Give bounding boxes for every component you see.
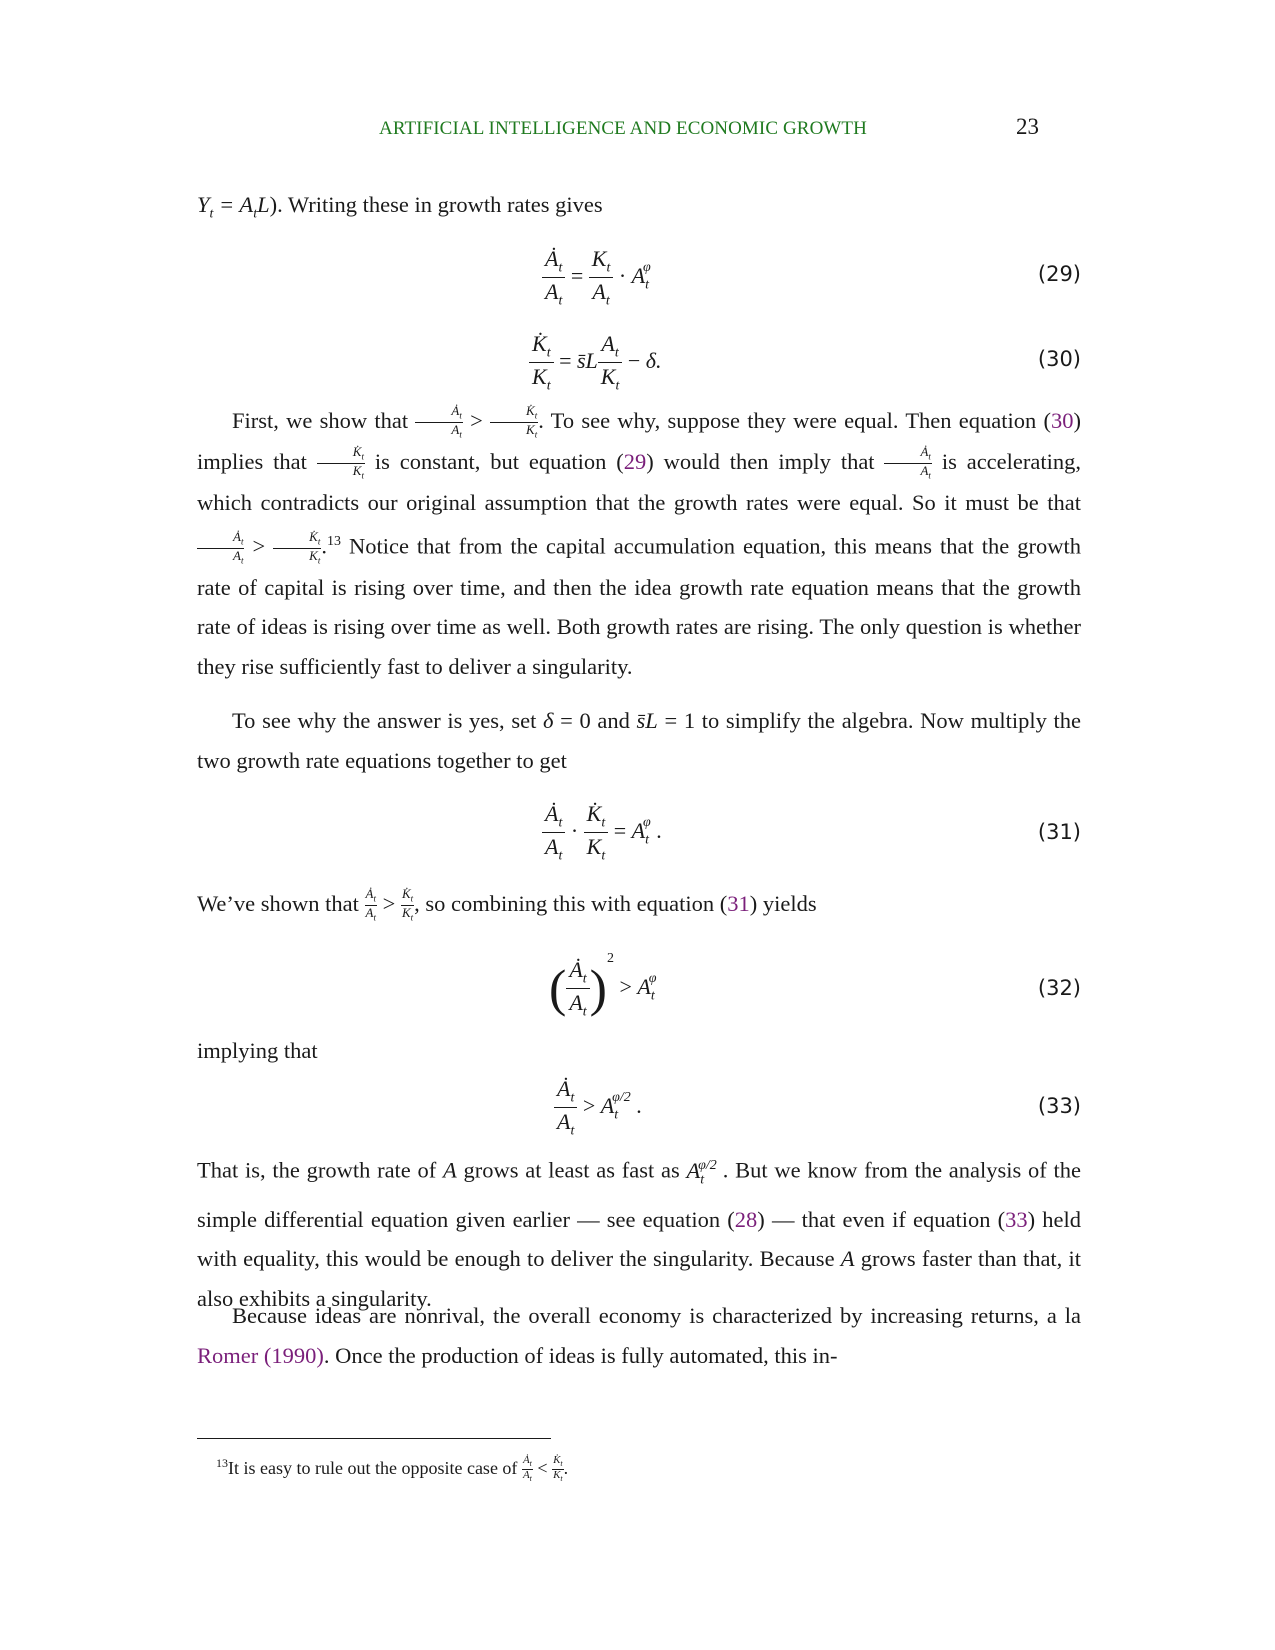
footnote-link[interactable]: 13 [326, 534, 341, 550]
equation-33: $\frac{Ȧ_t}{A_t}$ > $A_t^{\varphi/2}$ . (33) [197, 1072, 1081, 1152]
equation-30: $\frac{K̇_t}{K_t}$ = s̄L $\frac{A_t}{K_t}$ − δ. (30) [197, 327, 1081, 407]
paragraph-fourth: implying that [197, 1038, 318, 1063]
paragraph-first: First, we show that $\frac{Ȧ_t}{A_t}$ > $\frac{K̇_t}{K_t}$ . To see why, suppose they were equal. Then equation (30) implies that $\frac{K̇_t}{K_t}$ is constant, but equation (29) would then imply that $\frac{Ȧ_t}{A_t}$ is accelerating, which contradicts our original assumption that the growth rates were equal. So it must be that $\frac{Ȧ_t}{A_t}$ > $\frac{K̇_t}{K_t}$ .$^{13}$ Notice that from the capital accumulation equation, this means that the growth rate of capital is rising over time, and then the idea growth rate equation means that the growth rate of ideas is rising over time as well. Both growth rates are rising. The only question is whether they rise sufficiently fast to deliver a singularity. [197, 402, 1082, 679]
equation-number: (29) [1037, 262, 1081, 286]
citation-link[interactable]: Romer (1990) [197, 1342, 324, 1368]
equation-number: (32) [1037, 976, 1081, 1000]
equation-number: (33) [1037, 1094, 1081, 1118]
equation-link[interactable]: 31 [727, 891, 750, 916]
page-number: 23 [1016, 114, 1039, 139]
paragraph-intro: $Y_t = A_tL$). Writing these in growth rates gives [197, 192, 603, 222]
equation-link[interactable]: 33 [1005, 1206, 1028, 1232]
running-title: ARTIFICIAL INTELLIGENCE AND ECONOMIC GROWTH [379, 118, 867, 139]
equation-31: $\frac{Ȧ_t}{A_t}$ · $\frac{K̇_t}{K_t}$ = $A_t^\varphi$ . (31) [197, 797, 1081, 877]
equation-link[interactable]: 30 [1051, 408, 1074, 433]
footnote-rule [197, 1438, 551, 1439]
equation-number: (30) [1037, 347, 1081, 371]
equation-29: $\frac{Ȧ_t}{A_t}$ = $\frac{K_t}{A_t}$ · $A_t^\varphi$ (29) [197, 242, 1081, 322]
paragraph-third: We’ve shown that $\frac{Ȧ_t}{A_t}$ > $\frac{K̇_t}{K_t}$ , so combining this with equation (31) yields [197, 885, 817, 923]
paragraph-second: To see why the answer is yes, set δ = 0 and s̄L = 1 to simplify the algebra. Now multiply the two growth rate equations together to get [197, 708, 1081, 773]
equation-32: ( $\frac{Ȧ_t}{A_t}$ )$^2 > A_t^\varphi$ (32) [549, 950, 1081, 1020]
footnote-13: $^{13}$It is easy to rule out the opposite case of $\frac{Ȧ_t}{A_t}$ < $\frac{K̇_t}{K_t}$ . [216, 1454, 569, 1484]
paragraph-fifth: That is, the growth rate of A grows at least as fast as $A_t^{\varphi/2}$ . But we know from the analysis of the simple differential equation given earlier — see equation (28) — that even if equation (33) held with equality, this would be enough to deliver the singularity. Because A grows faster than that, it also exhibits a singularity. [197, 1157, 1082, 1311]
equation-link[interactable]: 28 [734, 1206, 758, 1232]
page-header [0, 112, 1275, 152]
paragraph-sixth: Because ideas are nonrival, the overall economy is characterized by increasing returns, a la Romer (1990). Once the production of ideas is fully automated, this in- [197, 1303, 1081, 1368]
equation-link[interactable]: 29 [623, 448, 647, 474]
equation-number: (31) [1037, 820, 1081, 844]
